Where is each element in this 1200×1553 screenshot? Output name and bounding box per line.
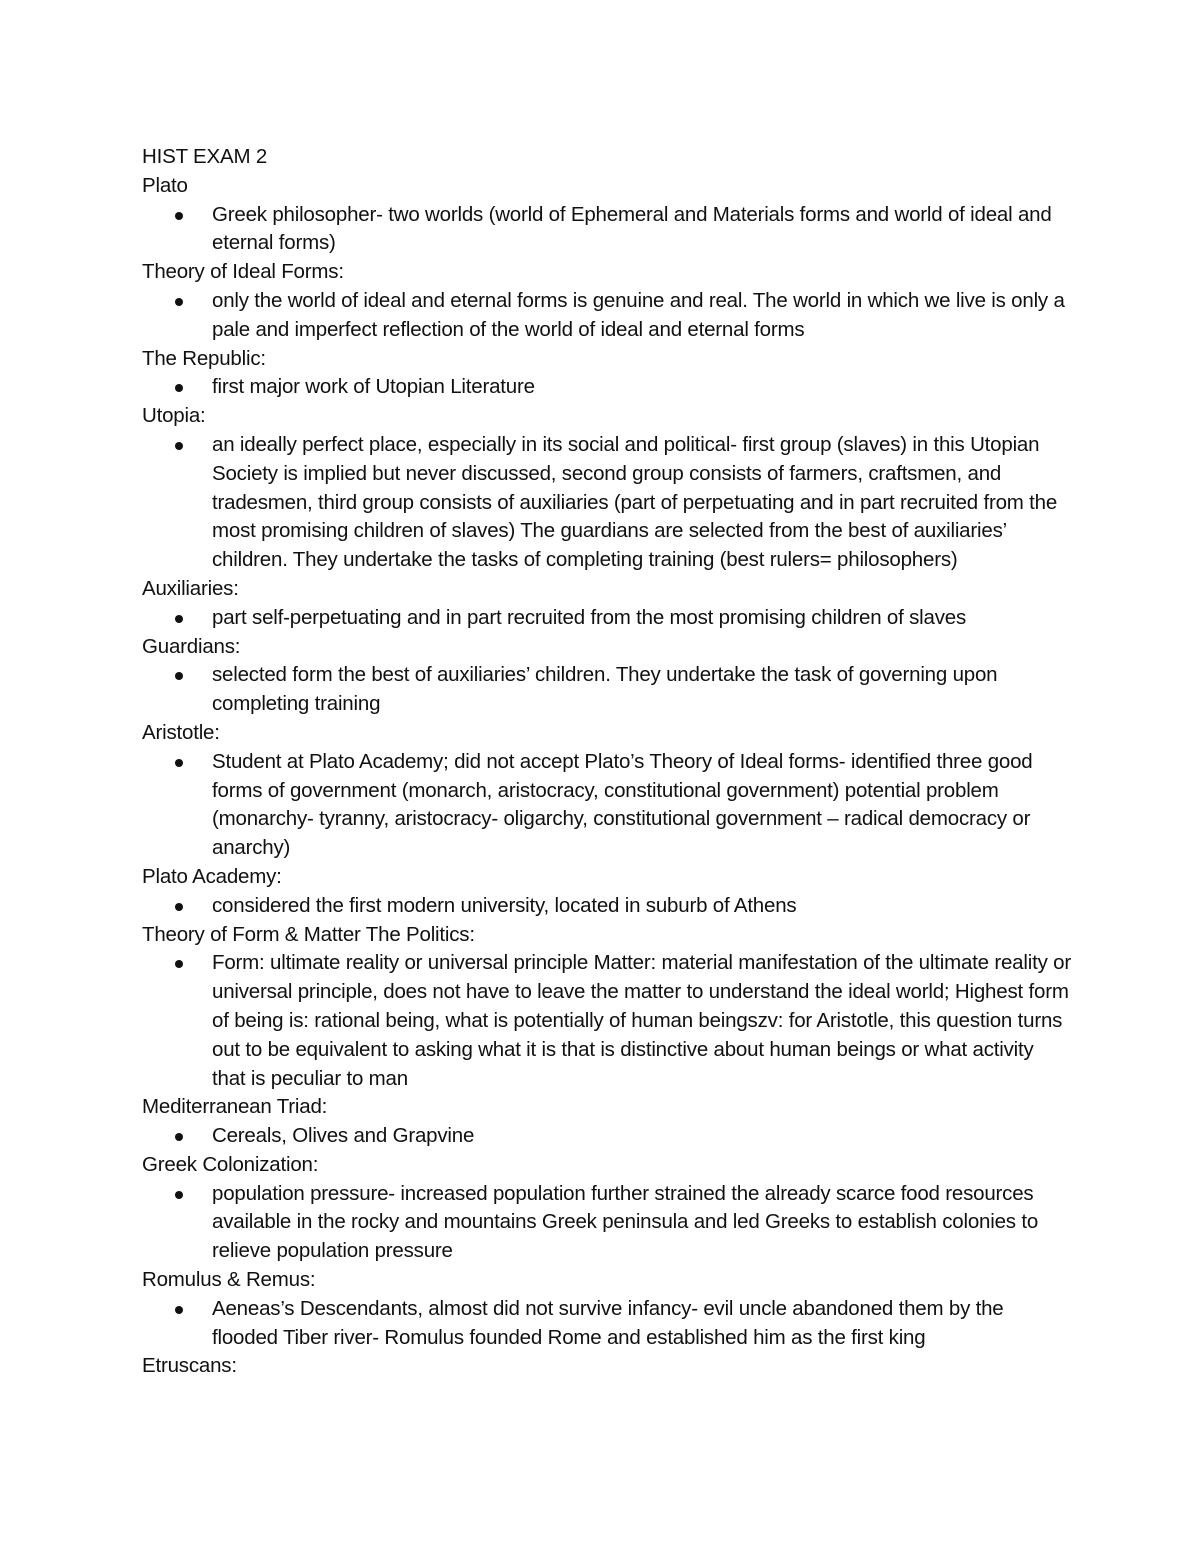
document-title: HIST EXAM 2: [142, 145, 268, 168]
definition-text: an ideally perfect place, especially in its social and political- first group (slaves) in this Utopian Society is implied but never discussed, second group consists of farmers, craftsmen, and tradesmen, third group consists of auxiliaries (part of perpetuating and in part recruited from the most promising children of slaves) The guardians are selected from the best of auxiliaries’ children. They undertake the tasks of completing training (best rulers= philosophers): [212, 432, 1058, 572]
bullet-icon: [175, 1306, 183, 1314]
term-theory-of-ideal-forms: Theory of Ideal Forms:: [142, 260, 344, 284]
definition-list: [142, 431, 1072, 575]
definition-text: population pressure- increased population further strained the already scarce food resources available in the rocky and mountains Greek peninsula and led Greeks to establish colonies to relieve population pressure: [212, 1181, 1039, 1263]
definition-list: [142, 661, 1072, 719]
term-romulus-and-remus: Romulus & Remus:: [142, 1268, 316, 1292]
definition-item: [142, 949, 1072, 1093]
bullet-icon: [175, 1133, 183, 1141]
definition-list: [142, 1122, 1072, 1151]
bullet-icon: [175, 759, 183, 767]
bullet-icon: [175, 298, 183, 306]
term-mediterranean-triad: Mediterranean Triad:: [142, 1095, 328, 1119]
definition-text: considered the first modern university, located in suburb of Athens: [212, 893, 797, 917]
definition-text: Form: ultimate reality or universal principle Matter: material manifestation of the ultimate reality or universal principle, does not have to leave the matter to understand the ideal world; Highest form of being is: rational being, what is potentially of human beingszv: for Aristotle, this question turns out to be equivalent to asking what it is that is distinctive about human beings or what activity that is peculiar to man: [212, 951, 1071, 1090]
definition-item: [142, 1295, 1072, 1353]
definition-text: Cereals, Olives and Grapvine: [212, 1124, 475, 1148]
definition-item: [142, 661, 1072, 719]
definition-item: [142, 1180, 1072, 1266]
definition-item: [142, 287, 1072, 345]
bullet-icon: [175, 442, 183, 450]
definition-item: [142, 431, 1072, 575]
definition-item: [142, 1122, 1072, 1151]
term-theory-of-form-and-matter: Theory of Form & Matter The Politics:: [142, 922, 475, 946]
definition-list: [142, 287, 1072, 345]
term-auxiliaries: Auxiliaries:: [142, 576, 239, 600]
bullet-icon: [175, 384, 183, 392]
definition-list: [142, 201, 1072, 259]
definition-list: [142, 949, 1072, 1093]
term-guardians: Guardians:: [142, 634, 241, 658]
bullet-icon: [175, 1191, 183, 1199]
definition-list: [142, 892, 1072, 921]
bullet-icon: [175, 615, 183, 623]
definition-text: selected form the best of auxiliaries’ children. They undertake the task of governing upon completing training: [212, 663, 998, 716]
document-page: [142, 143, 1072, 1381]
definition-text: Aeneas’s Descendants, almost did not survive infancy- evil uncle abandoned them by the flooded Tiber river- Romulus founded Rome and established him as the first king: [212, 1296, 1004, 1349]
definition-list: [142, 1180, 1072, 1266]
definition-list: [142, 604, 1072, 633]
bullet-icon: [175, 212, 183, 220]
definition-item: [142, 201, 1072, 259]
definition-item: [142, 373, 1072, 402]
term-plato: Plato: [142, 173, 188, 197]
definition-text: part self-perpetuating and in part recruited from the most promising children of slaves: [212, 605, 967, 629]
bullet-icon: [175, 960, 183, 968]
definition-list: [142, 748, 1072, 863]
definition-text: first major work of Utopian Literature: [212, 375, 535, 399]
definition-text: Greek philosopher- two worlds (world of Ephemeral and Materials forms and world of ideal and eternal forms): [212, 202, 1052, 255]
definition-item: [142, 892, 1072, 921]
definition-list: [142, 1295, 1072, 1353]
term-plato-academy: Plato Academy:: [142, 864, 282, 888]
term-etruscans: Etruscans:: [142, 1354, 237, 1378]
definition-item: [142, 604, 1072, 633]
term-greek-colonization: Greek Colonization:: [142, 1152, 319, 1176]
bullet-icon: [175, 672, 183, 680]
definition-text: Student at Plato Academy; did not accept Plato’s Theory of Ideal forms- identified three good forms of government (monarch, aristocracy, constitutional government) potential problem (monarchy- tyranny, aristocracy- oligarchy, constitutional government – radical democracy or anarchy): [212, 749, 1033, 860]
term-aristotle: Aristotle:: [142, 720, 220, 744]
term-utopia: Utopia:: [142, 404, 206, 428]
definition-item: [142, 748, 1072, 863]
definition-text: only the world of ideal and eternal forms is genuine and real. The world in which we live is only a pale and imperfect reflection of the world of ideal and eternal forms: [212, 288, 1065, 341]
bullet-icon: [175, 903, 183, 911]
term-the-republic: The Republic:: [142, 346, 266, 370]
definition-list: [142, 373, 1072, 402]
